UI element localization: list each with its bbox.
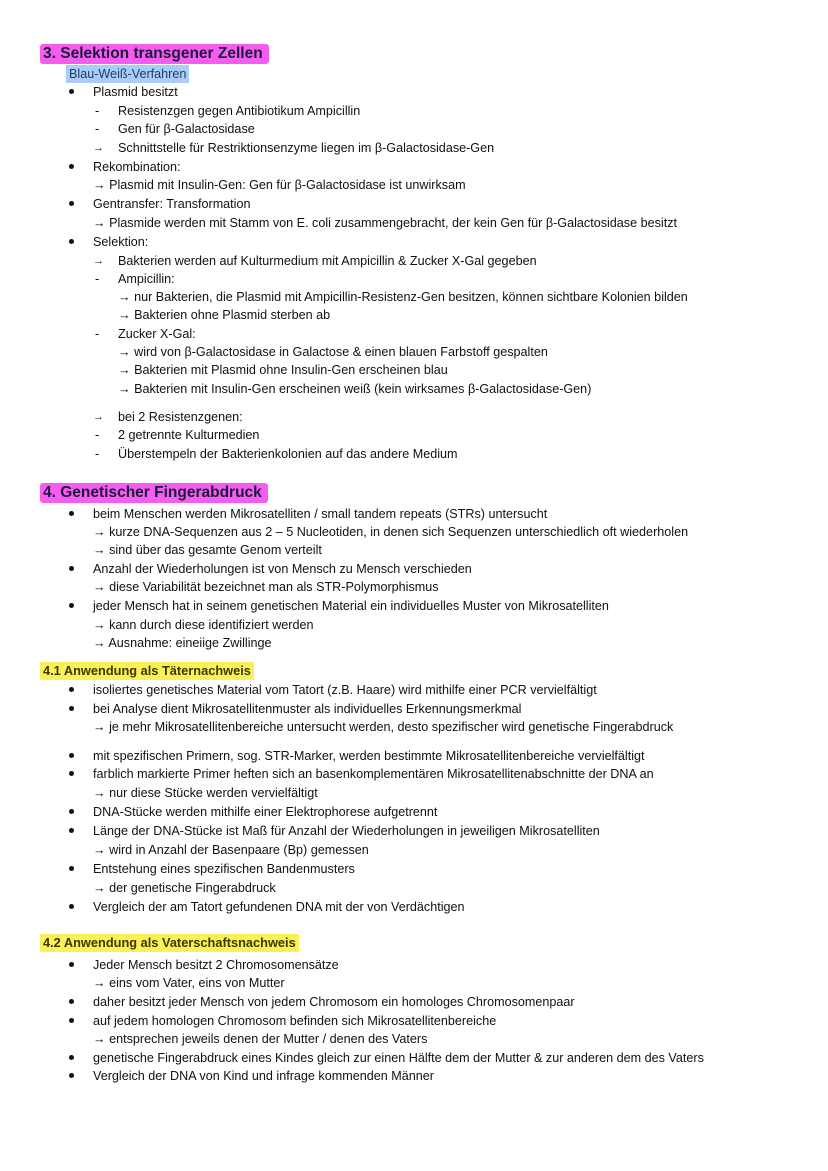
dash-marker: - [95, 327, 100, 341]
bullet-icon [69, 566, 74, 571]
list-item: Überstempeln der Bakterienkolonien auf das andere Medium [118, 447, 458, 461]
list-item: → sind über das gesamte Genom verteilt [93, 543, 322, 557]
list-item: mit spezifischen Primern, sog. STR-Marker, werden bestimmte Mikrosatellitenbereiche vervielfältigt [93, 749, 645, 763]
bullet-icon [69, 89, 74, 94]
list-item: → nur Bakterien, die Plasmid mit Ampicillin-Resistenz-Gen besitzen, können sichtbare Kolonien bilden [118, 290, 688, 304]
list-item: Gentransfer: Transformation [93, 197, 251, 211]
list-item: Vergleich der DNA von Kind und infrage kommenden Männer [93, 1069, 434, 1083]
list-item: Schnittstelle für Restriktionsenzyme liegen im β-Galactosidase-Gen [118, 141, 495, 155]
list-item: → Plasmide werden mit Stamm von E. coli zusammengebracht, der kein Gen für β-Galactosidase besitzt [93, 216, 677, 230]
list-item: → diese Variabilität bezeichnet man als STR-Polymorphismus [93, 580, 439, 594]
list-item: Resistenzgen gegen Antibiotikum Ampicillin [118, 104, 361, 118]
bullet-icon [69, 1055, 74, 1060]
list-item: Rekombination: [93, 160, 181, 174]
bullet-icon [69, 164, 74, 169]
list-item: → kann durch diese identifiziert werden [93, 618, 314, 632]
list-item: Zucker X-Gal: [118, 327, 196, 341]
bullet-icon [69, 239, 74, 244]
bullet-icon [69, 687, 74, 692]
list-item: → je mehr Mikrosatellitenbereiche untersucht werden, desto spezifischer wird genetische Fingerabdruck [93, 720, 674, 734]
bullet-icon [69, 753, 74, 758]
list-item: auf jedem homologen Chromosom befinden sich Mikrosatellitenbereiche [93, 1014, 497, 1028]
list-item: bei Analyse dient Mikrosatellitenmuster als individuelles Erkennungsmerkmal [93, 702, 522, 716]
section-heading-4: 4. Genetischer Fingerabdruck [40, 483, 268, 503]
list-item: → wird von β-Galactosidase in Galactose & einen blauen Farbstoff gespalten [118, 345, 548, 359]
bullet-icon [69, 999, 74, 1004]
list-item: → wird in Anzahl der Basenpaare (Bp) gemessen [93, 843, 369, 857]
subsection-heading-4-2: 4.2 Anwendung als Vaterschaftsnachweis [40, 934, 299, 952]
bullet-icon [69, 1018, 74, 1023]
list-item: → kurze DNA-Sequenzen aus 2 – 5 Nucleotiden, in denen sich Sequenzen unterschiedlich oft wiederholen [93, 525, 689, 539]
dash-marker: - [95, 272, 100, 286]
list-item: → Plasmid mit Insulin-Gen: Gen für β-Galactosidase ist unwirksam [93, 178, 466, 192]
list-item: Bakterien werden auf Kulturmedium mit Ampicillin & Zucker X-Gal gegeben [118, 254, 537, 268]
list-item: → Ausnahme: eineiige Zwillinge [93, 636, 272, 650]
subsection-heading-4-1: 4.1 Anwendung als Täternachweis [40, 662, 254, 680]
section-heading-3: 3. Selektion transgener Zellen [40, 44, 269, 64]
list-item: genetische Fingerabdruck eines Kindes gleich zur einen Hälfte dem der Mutter & zur anderen dem des Vaters [93, 1051, 704, 1065]
list-item: daher besitzt jeder Mensch von jedem Chromosom ein homologes Chromosomenpaar [93, 995, 575, 1009]
list-item: → Bakterien mit Plasmid ohne Insulin-Gen erscheinen blau [118, 363, 448, 377]
list-item: Entstehung eines spezifischen Bandenmusters [93, 862, 355, 876]
arrow-icon: → [93, 411, 104, 423]
dash-marker: - [95, 428, 100, 442]
bullet-icon [69, 1073, 74, 1078]
list-item: → entsprechen jeweils denen der Mutter / denen des Vaters [93, 1032, 428, 1046]
list-item: → Bakterien mit Insulin-Gen erscheinen weiß (kein wirksames β-Galactosidase-Gen) [118, 382, 592, 396]
list-item: Vergleich der am Tatort gefundenen DNA mit der von Verdächtigen [93, 900, 465, 914]
bullet-icon [69, 962, 74, 967]
bullet-icon [69, 771, 74, 776]
bullet-icon [69, 603, 74, 608]
bullet-icon [69, 511, 74, 516]
bullet-icon [69, 866, 74, 871]
bullet-icon [69, 809, 74, 814]
list-item: → nur diese Stücke werden vervielfältigt [93, 786, 318, 800]
list-item: Plasmid besitzt [93, 85, 178, 99]
list-item: bei 2 Resistenzgenen: [118, 410, 243, 424]
list-item: Selektion: [93, 235, 149, 249]
list-item: DNA-Stücke werden mithilfe einer Elektrophorese aufgetrennt [93, 805, 438, 819]
list-item: beim Menschen werden Mikrosatelliten / small tandem repeats (STRs) untersucht [93, 507, 548, 521]
list-item: isoliertes genetisches Material vom Tatort (z.B. Haare) wird mithilfe einer PCR vervielfältigt [93, 683, 597, 697]
list-item: Jeder Mensch besitzt 2 Chromosomensätze [93, 958, 339, 972]
list-item: jeder Mensch hat in seinem genetischen Material ein individuelles Muster von Mikrosatelliten [93, 599, 609, 613]
dash-marker: - [95, 447, 100, 461]
list-item: → eins vom Vater, eins von Mutter [93, 976, 285, 990]
list-item: Gen für β-Galactosidase [118, 122, 255, 136]
bullet-icon [69, 706, 74, 711]
list-item: Ampicillin: [118, 272, 175, 286]
dash-marker: - [95, 104, 100, 118]
bullet-icon [69, 201, 74, 206]
dash-marker: - [95, 122, 100, 136]
bullet-icon [69, 828, 74, 833]
list-item: → Bakterien ohne Plasmid sterben ab [118, 308, 331, 322]
bullet-icon [69, 904, 74, 909]
subheading-blau-weiss: Blau-Weiß-Verfahren [66, 65, 189, 83]
list-item: → der genetische Fingerabdruck [93, 881, 276, 895]
list-item: Anzahl der Wiederholungen ist von Mensch zu Mensch verschieden [93, 562, 472, 576]
arrow-icon: → [93, 255, 104, 267]
arrow-icon: → [93, 142, 104, 154]
list-item: Länge der DNA-Stücke ist Maß für Anzahl der Wiederholungen in jeweiligen Mikrosatelliten [93, 824, 600, 838]
list-item: farblich markierte Primer heften sich an basenkomplementären Mikrosatellitenabschnitte der DNA an [93, 767, 654, 781]
list-item: 2 getrennte Kulturmedien [118, 428, 260, 442]
